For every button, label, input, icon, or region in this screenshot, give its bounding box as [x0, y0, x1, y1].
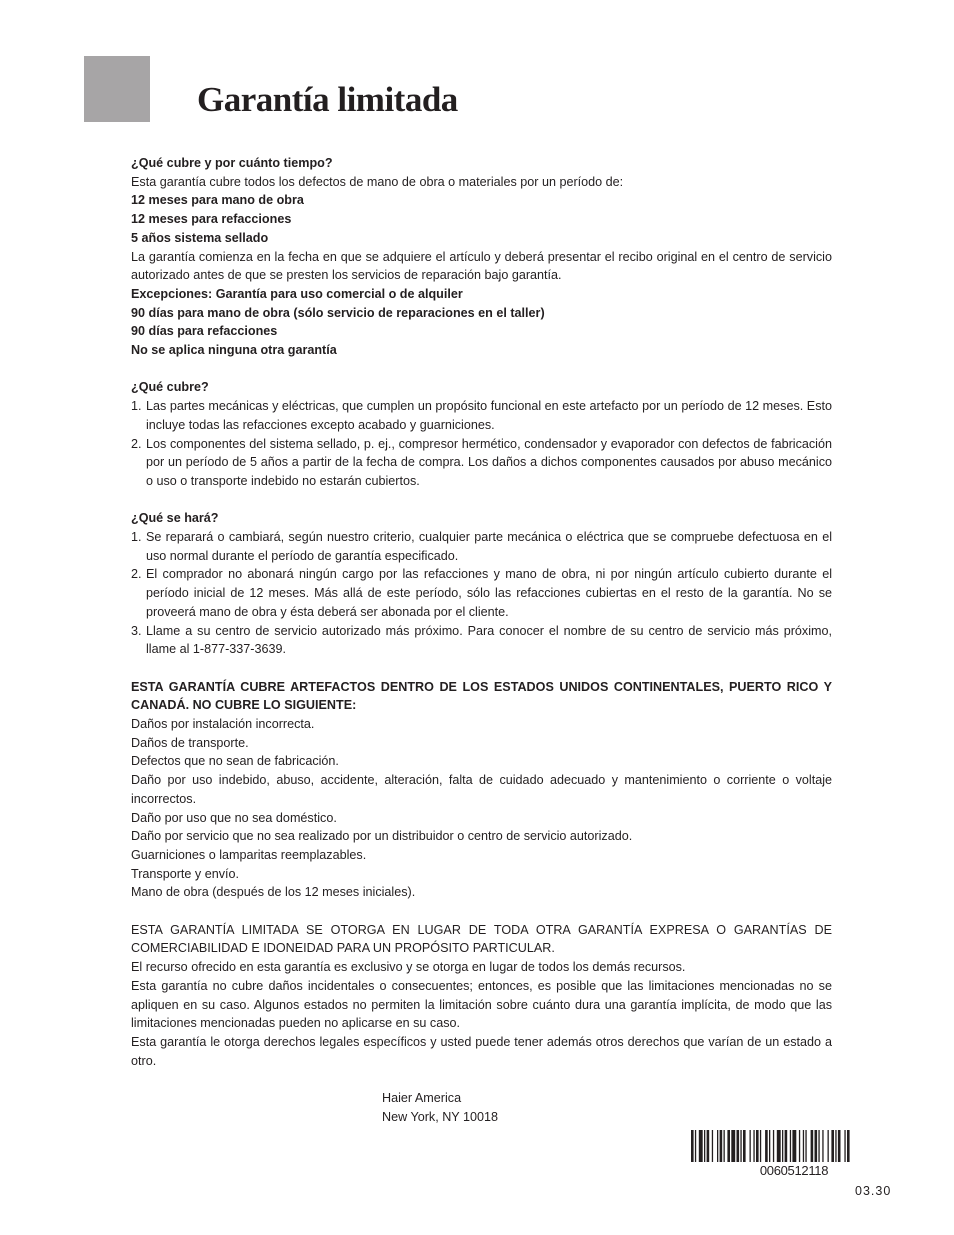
list-text: Se reparará o cambiará, según nuestro criterio, cualquier parte mecánica o eléctrica que se compruebe defectuosa en el uso normal durante el período de garantía especificado. [146, 530, 832, 563]
list-item [131, 565, 832, 621]
barcode-bar [777, 1130, 781, 1162]
legal-disclaimer: ESTA GARANTÍA LIMITADA SE OTORGA EN LUGAR DE TODA OTRA GARANTÍA EXPRESA O GARANTÍAS DE COMERCIABILIDAD E IDONEIDAD PARA UN PROPÓSITO PARTICULAR. [131, 922, 832, 956]
term-labor: 12 meses para mano de obra [131, 193, 304, 208]
barcode-bar [695, 1130, 696, 1162]
list-number: 2. [131, 567, 142, 582]
barcode-bar [740, 1130, 741, 1162]
exclusion-item: Transporte y envío. [131, 866, 240, 881]
legal-limitations: Esta garantía no cubre daños incidentales o consecuentes; entonces, es posible que las limitaciones mencionadas no se apliquen en su caso. Algunos estados no permiten la limitación sobre cuánto dura una garantía implícita, de modo que las limitaciones mencionadas pueden no aplicarse en su caso. [131, 978, 832, 1031]
barcode-bar [769, 1130, 770, 1162]
list-number: 1. [131, 399, 142, 414]
covers-heading: ¿Qué cubre? [131, 380, 209, 395]
exception-heading: Excepciones: Garantía para uso comercial o de alquiler [131, 286, 463, 301]
barcode-bar [717, 1130, 718, 1162]
barcode-number: 0060512118 [759, 1163, 829, 1178]
exclusion-item: Daño por uso que no sea doméstico. [131, 810, 337, 825]
exclusions-heading: ESTA GARANTÍA CUBRE ARTEFACTOS DENTRO DE LOS ESTADOS UNIDOS CONTINENTALES, PUERTO RICO Y CANADÁ. NO CUBRE LO SIGUIENTE: [131, 679, 832, 713]
exception-no-other: No se aplica ninguna otra garantía [131, 343, 337, 358]
term-sealed-system: 5 años sistema sellado [131, 230, 269, 245]
barcode-bar [805, 1130, 806, 1162]
barcode-bar [731, 1130, 735, 1162]
barcode-bar [707, 1130, 710, 1162]
barcode-bar [743, 1130, 746, 1162]
exception-parts: 90 días para refacciones [131, 324, 278, 339]
decorative-gray-block [84, 56, 150, 122]
list-item [131, 622, 832, 659]
list-item [131, 397, 832, 434]
barcode-bar [822, 1130, 823, 1162]
list-text: Llame a su centro de servicio autorizado más próximo. Para conocer el nombre de su centro de servicio más próximo, llame al 1-877-337-3639. [146, 623, 832, 657]
legal-rights: Esta garantía le otorga derechos legales específicos y usted puede tener además otros derechos que varían de un estado a otro. [131, 1034, 832, 1068]
list-item [131, 528, 832, 565]
list-item [131, 435, 832, 491]
list-text: Las partes mecánicas y eléctricas, que cumplen un propósito funcional en este artefacto por un período de 12 meses. Esto incluye todas las refacciones excepto acabado y guarniciones. [146, 399, 832, 432]
barcode-bar [724, 1130, 725, 1162]
barcode-bar [750, 1130, 751, 1162]
company-address [382, 1089, 498, 1126]
exclusion-item: Guarniciones o lamparitas reemplazables. [131, 847, 367, 862]
barcode-bar [785, 1130, 788, 1162]
exclusion-item: Daños de transporte. [131, 735, 249, 750]
barcode-bar [803, 1130, 804, 1162]
done-heading: ¿Qué se hará? [131, 511, 219, 526]
intro-question: ¿Qué cubre y por cuánto tiempo? [131, 156, 333, 170]
barcode-bar [737, 1130, 740, 1162]
list-number: 1. [131, 530, 142, 545]
exclusion-item: Mano de obra (después de los 12 meses iniciales). [131, 885, 416, 900]
barcode-bar [831, 1130, 834, 1162]
barcode-bar [756, 1130, 759, 1162]
list-text: Los componentes del sistema sellado, p. ej., compresor hermético, condensador y evaporador con defectos de fabricación por un período de 5 años a partir de la fecha de compra. Los daños a dichos componentes causados por abuso mecánico o uso o transporte indebido no estarán cubiertos. [146, 436, 832, 488]
barcode-bar [847, 1130, 850, 1162]
list-number: 2. [131, 436, 142, 451]
barcode-bar [712, 1130, 713, 1162]
company-city: New York, NY 10018 [382, 1109, 498, 1124]
page-title: Garantía limitada [197, 80, 458, 119]
covers-list [131, 397, 832, 491]
barcode-bar [799, 1130, 800, 1162]
list-number: 3. [131, 623, 142, 638]
barcode-bar [782, 1130, 783, 1162]
barcode-bar [720, 1130, 723, 1162]
exclusion-item: Daños por instalación incorrecta. [131, 717, 315, 732]
intro-paragraph: La garantía comienza en la fecha en que se adquiere el artículo y deberá presentar el recibo original en el centro de servicio autorizado antes de que se presten los servicios de reparación bajo garantía. [131, 249, 832, 283]
barcode-bar [773, 1130, 774, 1162]
barcode-bars [691, 1130, 897, 1162]
barcode-bar [765, 1130, 768, 1162]
document-code: 03.30 [855, 1184, 892, 1198]
barcode-bar [811, 1130, 814, 1162]
exception-labor: 90 días para mano de obra (sólo servicio de reparaciones en el taller) [131, 305, 545, 320]
exclusion-item: Daño por servicio que no sea realizado por un distribuidor o centro de servicio autorizado. [131, 829, 633, 844]
exclusion-item: Defectos que no sean de fabricación. [131, 754, 339, 769]
barcode-bar [760, 1130, 761, 1162]
barcode-bar [838, 1130, 841, 1162]
barcode [691, 1130, 897, 1179]
barcode-bar [835, 1130, 836, 1162]
barcode-bar [699, 1130, 703, 1162]
barcode-bar [828, 1130, 829, 1162]
barcode-bar [727, 1130, 730, 1162]
term-parts: 12 meses para refacciones [131, 212, 292, 227]
barcode-bar [790, 1130, 791, 1162]
barcode-bar [691, 1130, 694, 1162]
barcode-bar [753, 1130, 754, 1162]
barcode-bar [792, 1130, 796, 1162]
legal-remedy: El recurso ofrecido en esta garantía es exclusivo y se otorga en lugar de todos los demás recursos. [131, 960, 686, 975]
list-text: El comprador no abonará ningún cargo por las refacciones y mano de obra, ni por ningún artículo cubierto durante el período inicial de 12 meses. Más allá de este período, sólo las refacciones cubiertas en el resto de la garantía. No se proveerá mano de obra y ésta deberá ser abonada por el cliente. [146, 567, 832, 619]
barcode-bar [818, 1130, 819, 1162]
company-name: Haier America [382, 1091, 462, 1105]
exclusion-item: Daño por uso indebido, abuso, accidente, alteración, falta de cuidado adecuado y mantenimiento o corriente o voltaje incorrectos. [131, 773, 832, 806]
done-list [131, 528, 832, 659]
barcode-bar [704, 1130, 705, 1162]
intro-lead: Esta garantía cubre todos los defectos de mano de obra o materiales por un período de: [131, 174, 624, 189]
barcode-bar [844, 1130, 845, 1162]
barcode-bar [815, 1130, 818, 1162]
warranty-content [131, 154, 832, 1070]
